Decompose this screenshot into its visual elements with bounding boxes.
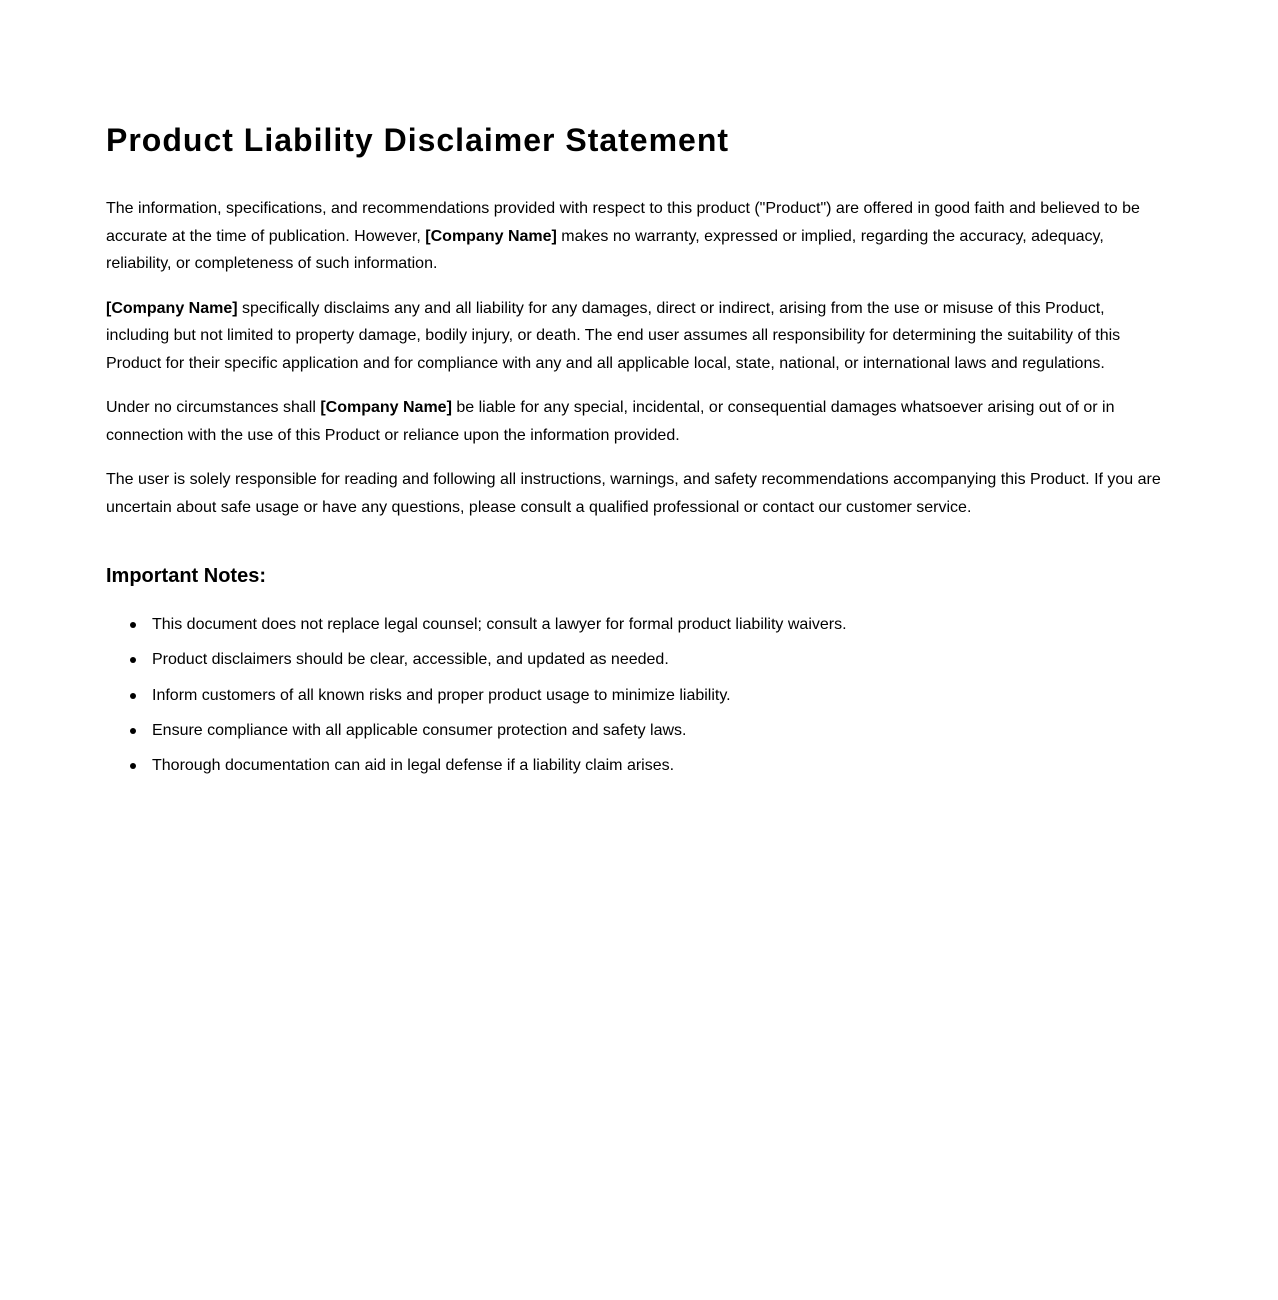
paragraph-1-text-after: makes no warranty, expressed or implied, regarding the accuracy, adequacy, reliability, or completeness of such information.	[106, 227, 1104, 272]
list-item	[152, 717, 1170, 744]
paragraph-3-text-after: be liable for any special, incidental, or consequential damages whatsoever arising out of or in connection with the use of this Product or reliance upon the information provided.	[106, 399, 1115, 444]
list-item-text: Inform customers of all known risks and proper product usage to minimize liability.	[152, 686, 731, 704]
notes-heading: Important Notes:	[106, 565, 266, 587]
document-content	[106, 119, 1170, 787]
company-name-placeholder: [Company Name]	[425, 227, 557, 245]
bullet-icon	[130, 728, 136, 734]
paragraph-3-text-before: Under no circumstances shall	[106, 399, 321, 416]
list-item	[152, 682, 1170, 709]
company-name-placeholder: [Company Name]	[106, 299, 238, 317]
list-item	[152, 611, 1170, 638]
paragraph-4: The user is solely responsible for reading and following all instructions, warnings, and safety recommendations accompanying this Product. If you are uncertain about safe usage or have any questions, please consult a qualified professional or contact our customer service.	[106, 471, 1161, 516]
list-item	[152, 646, 1170, 673]
company-name-placeholder: [Company Name]	[320, 399, 452, 416]
bullet-icon	[130, 622, 136, 628]
paragraph-3	[106, 394, 1170, 449]
notes-list	[106, 611, 1170, 779]
bullet-icon	[130, 657, 136, 663]
bullet-icon	[130, 693, 136, 699]
list-item	[152, 752, 1170, 779]
list-item-text: Ensure compliance with all applicable consumer protection and safety laws.	[152, 721, 687, 739]
document-title: Product Liability Disclaimer Statement	[106, 122, 730, 158]
list-item-text: This document does not replace legal counsel; consult a lawyer for formal product liability waivers.	[152, 616, 847, 633]
paragraph-1	[106, 195, 1170, 278]
paragraph-1-text-before: The information, specifications, and recommendations provided with respect to this product ("Product") are offered in good faith and believed to be accurate at the time of publication. However,	[106, 200, 1140, 245]
bullet-icon	[130, 763, 136, 769]
paragraph-2	[106, 295, 1170, 378]
list-item-text: Product disclaimers should be clear, accessible, and updated as needed.	[152, 651, 669, 669]
paragraph-2-text-after: specifically disclaims any and all liability for any damages, direct or indirect, arising from the use or misuse of this Product, including but not limited to property damage, bodily injury, or death. The end user assumes all responsibility for determining the suitability of this Product for their specific application and for compliance with any and all applicable local, state, national, or international laws and regulations.	[106, 299, 1121, 372]
list-item-text: Thorough documentation can aid in legal defense if a liability claim arises.	[152, 757, 675, 775]
